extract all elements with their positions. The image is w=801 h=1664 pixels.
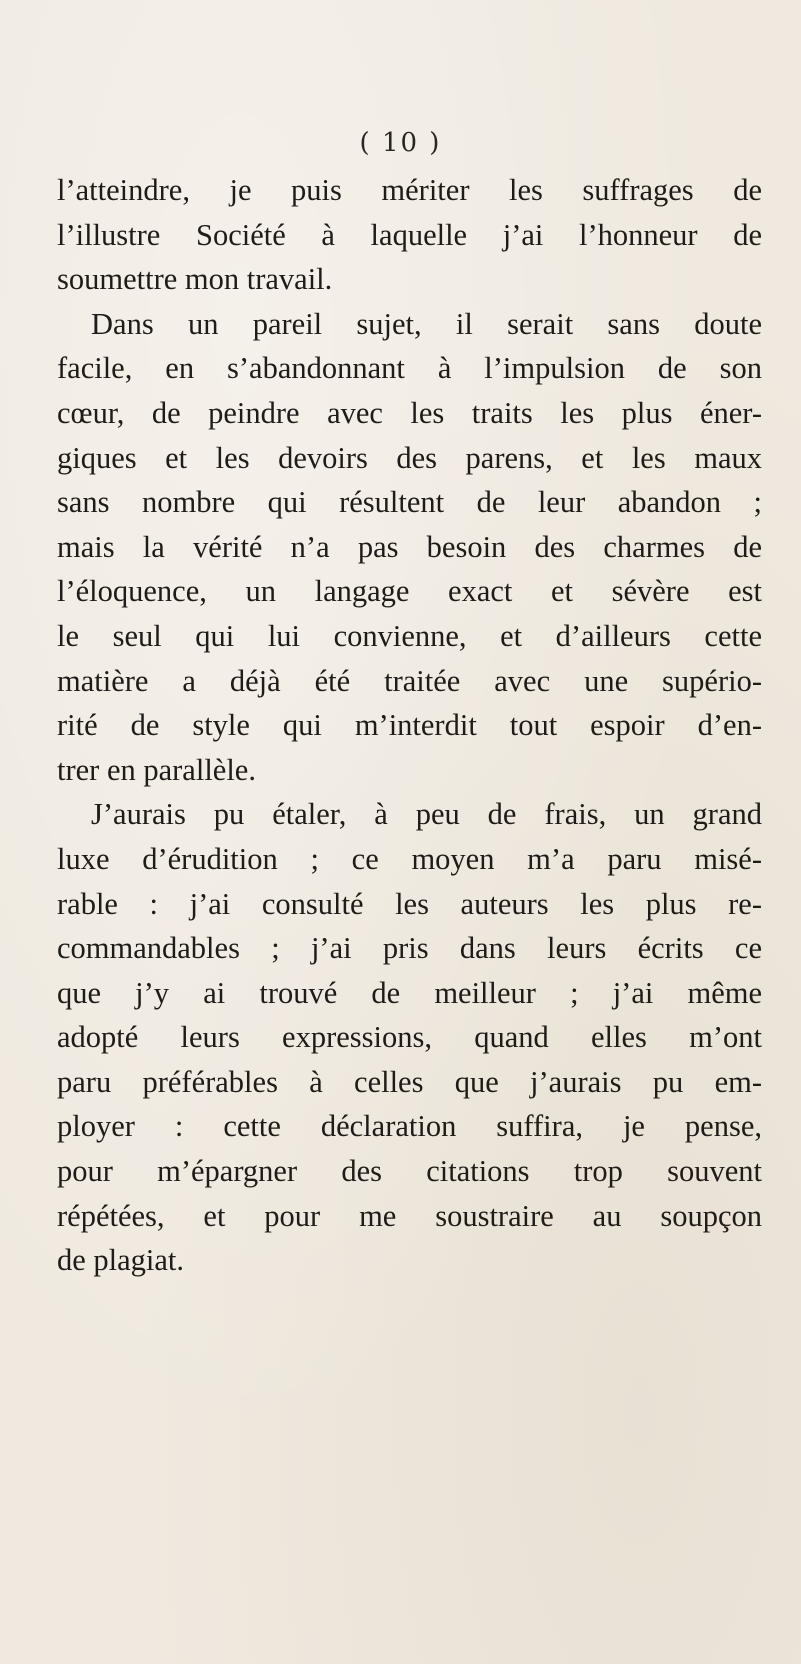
text-line: rable : j’ai consulté les auteurs les plus re- xyxy=(57,886,762,921)
text-line: luxe d’érudition ; ce moyen m’a paru misé- xyxy=(57,841,762,876)
text-line: rité de style qui m’interdit tout espoir d’en- xyxy=(57,708,762,743)
text-line: répétées, et pour me soustraire au soupçon xyxy=(57,1198,762,1233)
text-line: ployer : cette déclaration suffira, je pense, xyxy=(57,1109,762,1144)
text-line: sans nombre qui résultent de leur abandon ; xyxy=(57,485,762,520)
text-line: commandables ; j’ai pris dans leurs écrits ce xyxy=(57,931,762,966)
text-line: soumettre mon travail. xyxy=(57,262,333,297)
text-line: adopté leurs expressions, quand elles m’ont xyxy=(57,1020,762,1055)
text-line: cœur, de peindre avec les traits les plus éner- xyxy=(57,395,762,430)
text-line: que j’y ai trouvé de meilleur ; j’ai même xyxy=(57,975,762,1010)
page-number: ( 10 ) xyxy=(359,128,442,158)
text-line: l’illustre Société à laquelle j’ai l’honneur de xyxy=(57,217,762,252)
text-line: de plagiat. xyxy=(57,1243,185,1278)
text-line: l’atteindre, je puis mériter les suffrages de xyxy=(57,173,762,207)
body-text xyxy=(57,168,762,1283)
text-line: matière a déjà été traitée avec une supério- xyxy=(57,663,762,698)
text-line: paru préférables à celles que j’aurais pu em- xyxy=(57,1064,762,1099)
paragraph-start-line: J’aurais pu étaler, à peu de frais, un grand xyxy=(91,797,762,832)
text-line: facile, en s’abandonnant à l’impulsion de son xyxy=(57,351,762,386)
paragraph-start-line: Dans un pareil sujet, il serait sans doute xyxy=(91,306,762,341)
text-line: pour m’épargner des citations trop souvent xyxy=(57,1154,762,1189)
text-line: mais la vérité n’a pas besoin des charmes de xyxy=(57,529,762,564)
text-line: giques et les devoirs des parens, et les maux xyxy=(57,440,762,475)
text-line: l’éloquence, un langage exact et sévère est xyxy=(57,574,762,609)
text-line: le seul qui lui convienne, et d’ailleurs cette xyxy=(57,618,762,653)
text-line: trer en parallèle. xyxy=(57,752,256,787)
